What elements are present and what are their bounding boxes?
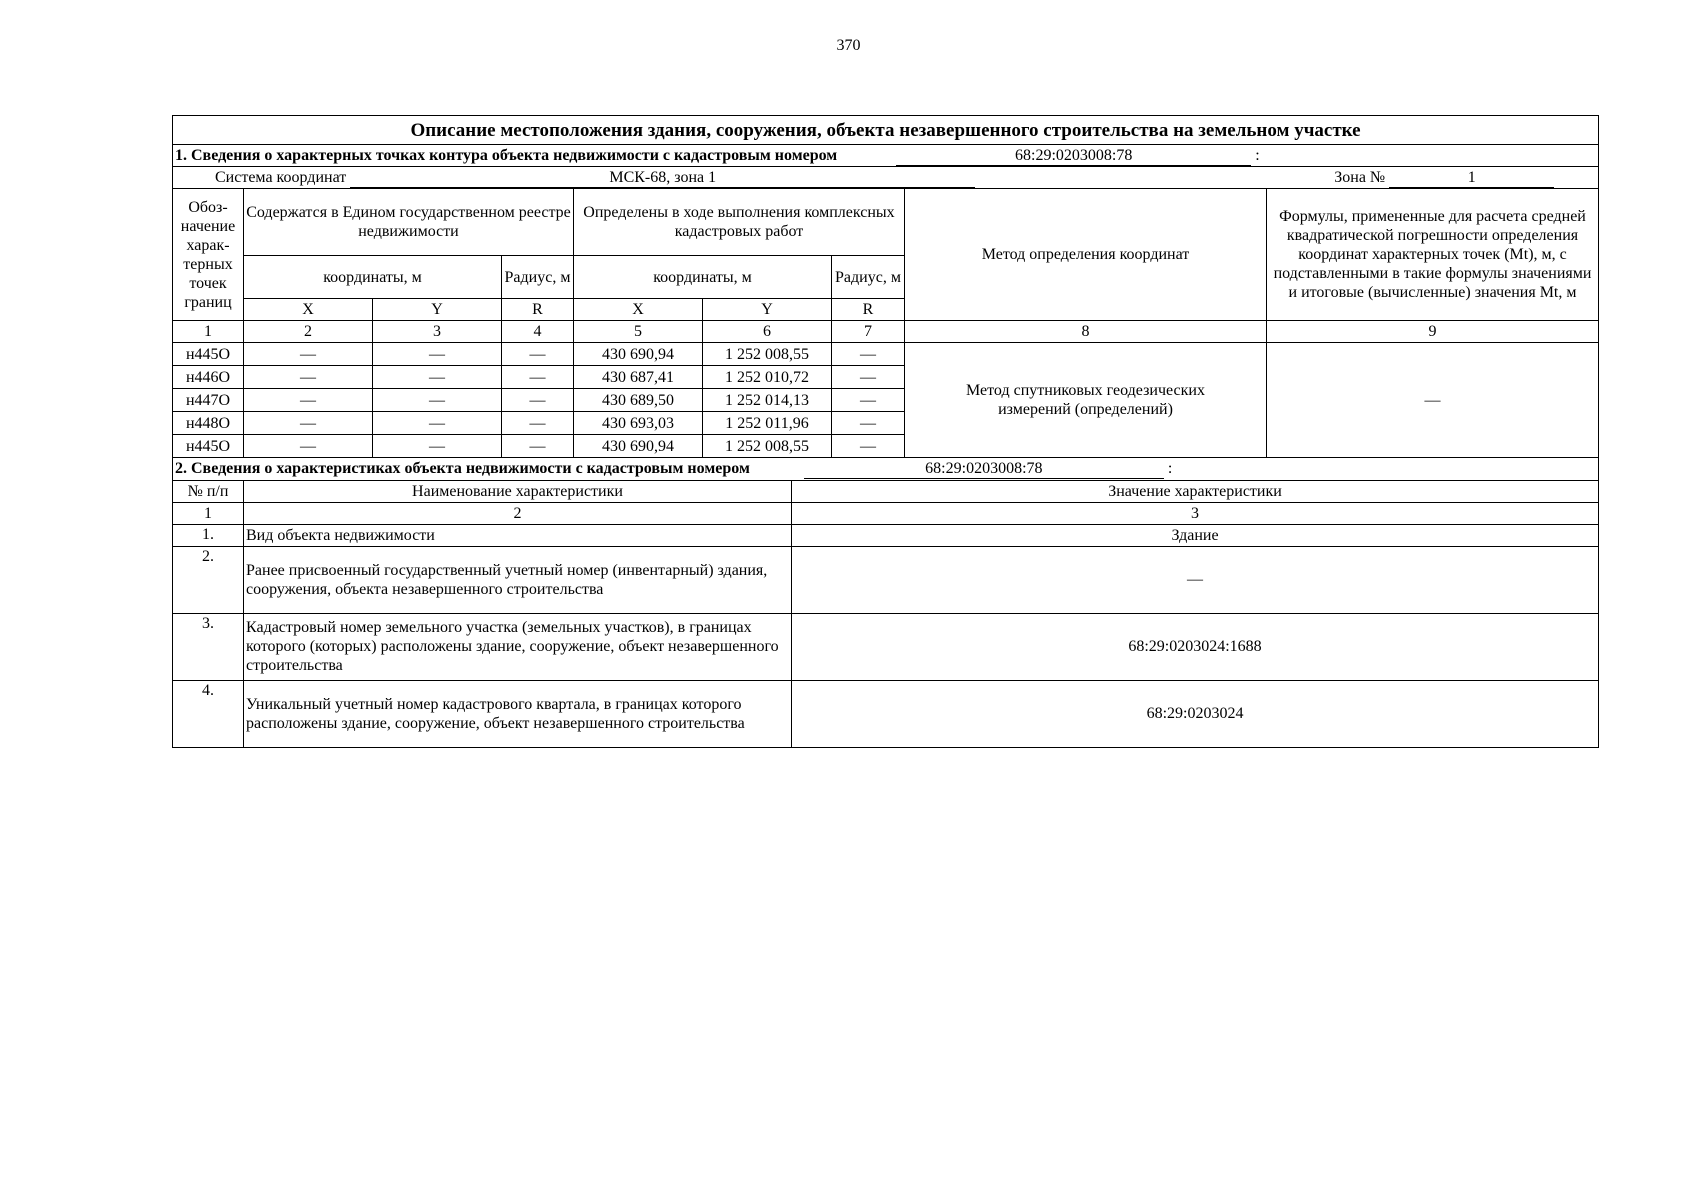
section2-heading-row: [173, 458, 1599, 480]
row-value: 68:29:0203024: [792, 680, 1599, 747]
col-number: 3: [373, 321, 502, 343]
kkr-y: 1 252 008,55: [703, 435, 832, 458]
row-num: 3.: [173, 613, 244, 680]
header-egrn-coords: координаты, м: [244, 256, 502, 299]
col-number: 8: [905, 321, 1267, 343]
table-row: [173, 524, 1599, 546]
point-name: н446О: [173, 366, 244, 389]
section1-column-numbers: [173, 321, 1599, 343]
col-number: 3: [792, 502, 1599, 524]
kkr-r: —: [832, 366, 905, 389]
document-sheet: [172, 115, 1598, 748]
kkr-r: —: [832, 343, 905, 366]
header-egrn-y: Y: [373, 299, 502, 321]
header-num: № п/п: [173, 480, 244, 502]
table-row: [173, 343, 1599, 366]
table-row: [173, 680, 1599, 747]
egrn-r: —: [502, 366, 574, 389]
kkr-x: 430 690,94: [574, 435, 703, 458]
header-egrn-x: X: [244, 299, 373, 321]
row-num: 2.: [173, 546, 244, 613]
row-name: Ранее присвоенный государственный учетный номер (инвентарный) здания, сооружения, объекта незавершенного строительства: [244, 546, 792, 613]
egrn-x: —: [244, 389, 373, 412]
coord-system-value: МСК-68, зона 1: [350, 168, 975, 188]
col-number: 4: [502, 321, 574, 343]
section1-cadastral-number: 68:29:0203008:78: [896, 146, 1251, 166]
egrn-r: —: [502, 435, 574, 458]
kkr-x: 430 693,03: [574, 412, 703, 435]
row-value: 68:29:0203024:1688: [792, 613, 1599, 680]
kkr-r: —: [832, 412, 905, 435]
kkr-x: 430 690,94: [574, 343, 703, 366]
section1-colon: :: [1255, 146, 1260, 164]
egrn-r: —: [502, 343, 574, 366]
egrn-r: —: [502, 389, 574, 412]
egrn-y: —: [373, 412, 502, 435]
header-egrn-r: R: [502, 299, 574, 321]
row-name: Уникальный учетный номер кадастрового квартала, в границах которого расположены здание, сооружение, объект незавершенного строительства: [244, 680, 792, 747]
col-number: 2: [244, 321, 373, 343]
coord-system-label: Система координат: [215, 168, 347, 186]
egrn-x: —: [244, 343, 373, 366]
table-row: [173, 546, 1599, 613]
kkr-r: —: [832, 435, 905, 458]
col-number: 7: [832, 321, 905, 343]
section1-heading: 1. Сведения о характерных точках контура объекта недвижимости с кадастровым номером: [175, 146, 838, 164]
kkr-y: 1 252 014,13: [703, 389, 832, 412]
coord-system-row: [173, 167, 1599, 189]
kkr-y: 1 252 008,55: [703, 343, 832, 366]
kkr-r: —: [832, 389, 905, 412]
method-value: Метод спутниковых геодезических измерений (определений): [905, 343, 1267, 458]
section2-column-numbers: [173, 502, 1599, 524]
row-value: Здание: [792, 524, 1599, 546]
section2-heading: 2. Сведения о характеристиках объекта недвижимости с кадастровым номером: [175, 459, 750, 477]
kkr-y: 1 252 010,72: [703, 366, 832, 389]
header-point: Обоз-начение харак-терных точек границ: [173, 189, 244, 321]
zone-value: 1: [1389, 168, 1554, 188]
header-kkr-y: Y: [703, 299, 832, 321]
col-number: 2: [244, 502, 792, 524]
kkr-x: 430 687,41: [574, 366, 703, 389]
header-egrn: Содержатся в Едином государственном реестре недвижимости: [244, 189, 574, 256]
header-kkr: Определены в ходе выполнения комплексных кадастровых работ: [574, 189, 905, 256]
egrn-y: —: [373, 435, 502, 458]
egrn-x: —: [244, 435, 373, 458]
row-value: —: [792, 546, 1599, 613]
point-name: н445О: [173, 435, 244, 458]
document-title: Описание местоположения здания, сооружения, объекта незавершенного строительства на земельном участке: [173, 116, 1599, 145]
kkr-x: 430 689,50: [574, 389, 703, 412]
col-number: 6: [703, 321, 832, 343]
egrn-y: —: [373, 389, 502, 412]
row-num: 4.: [173, 680, 244, 747]
formulas-value: —: [1267, 343, 1599, 458]
page-number: 370: [836, 37, 861, 54]
table-row: [173, 613, 1599, 680]
point-name: н448О: [173, 412, 244, 435]
col-number: 5: [574, 321, 703, 343]
header-egrn-radius: Радиус, м: [502, 256, 574, 299]
row-name: Кадастровый номер земельного участка (земельных участков), в границах которого (которых) расположены здание, сооружение, объект незавершенного строительства: [244, 613, 792, 680]
egrn-r: —: [502, 412, 574, 435]
egrn-x: —: [244, 366, 373, 389]
egrn-x: —: [244, 412, 373, 435]
section1-heading-row: [173, 145, 1599, 167]
kkr-y: 1 252 011,96: [703, 412, 832, 435]
zone-label: Зона №: [1334, 168, 1386, 186]
header-method: Метод определения координат: [905, 189, 1267, 321]
header-kkr-radius: Радиус, м: [832, 256, 905, 299]
header-value: Значение характеристики: [792, 480, 1599, 502]
col-number: 1: [173, 321, 244, 343]
header-name: Наименование характеристики: [244, 480, 792, 502]
section1-table: [172, 115, 1599, 458]
col-number: 9: [1267, 321, 1599, 343]
point-name: н445О: [173, 343, 244, 366]
egrn-y: —: [373, 343, 502, 366]
egrn-y: —: [373, 366, 502, 389]
header-kkr-r: R: [832, 299, 905, 321]
header-formulas: Формулы, примененные для расчета средней квадратической погрешности определения координат характерных точек (Mt), м, с подставленными в такие формулы значениями и итоговые (вычисленные) значения Mt, м: [1267, 189, 1599, 321]
header-kkr-coords: координаты, м: [574, 256, 832, 299]
col-number: 1: [173, 502, 244, 524]
point-name: н447О: [173, 389, 244, 412]
section2-cadastral-number: 68:29:0203008:78: [804, 459, 1164, 479]
header-kkr-x: X: [574, 299, 703, 321]
row-name: Вид объекта недвижимости: [244, 524, 792, 546]
section2-colon: :: [1167, 459, 1173, 477]
section2-table: [172, 458, 1599, 748]
row-num: 1.: [173, 524, 244, 546]
